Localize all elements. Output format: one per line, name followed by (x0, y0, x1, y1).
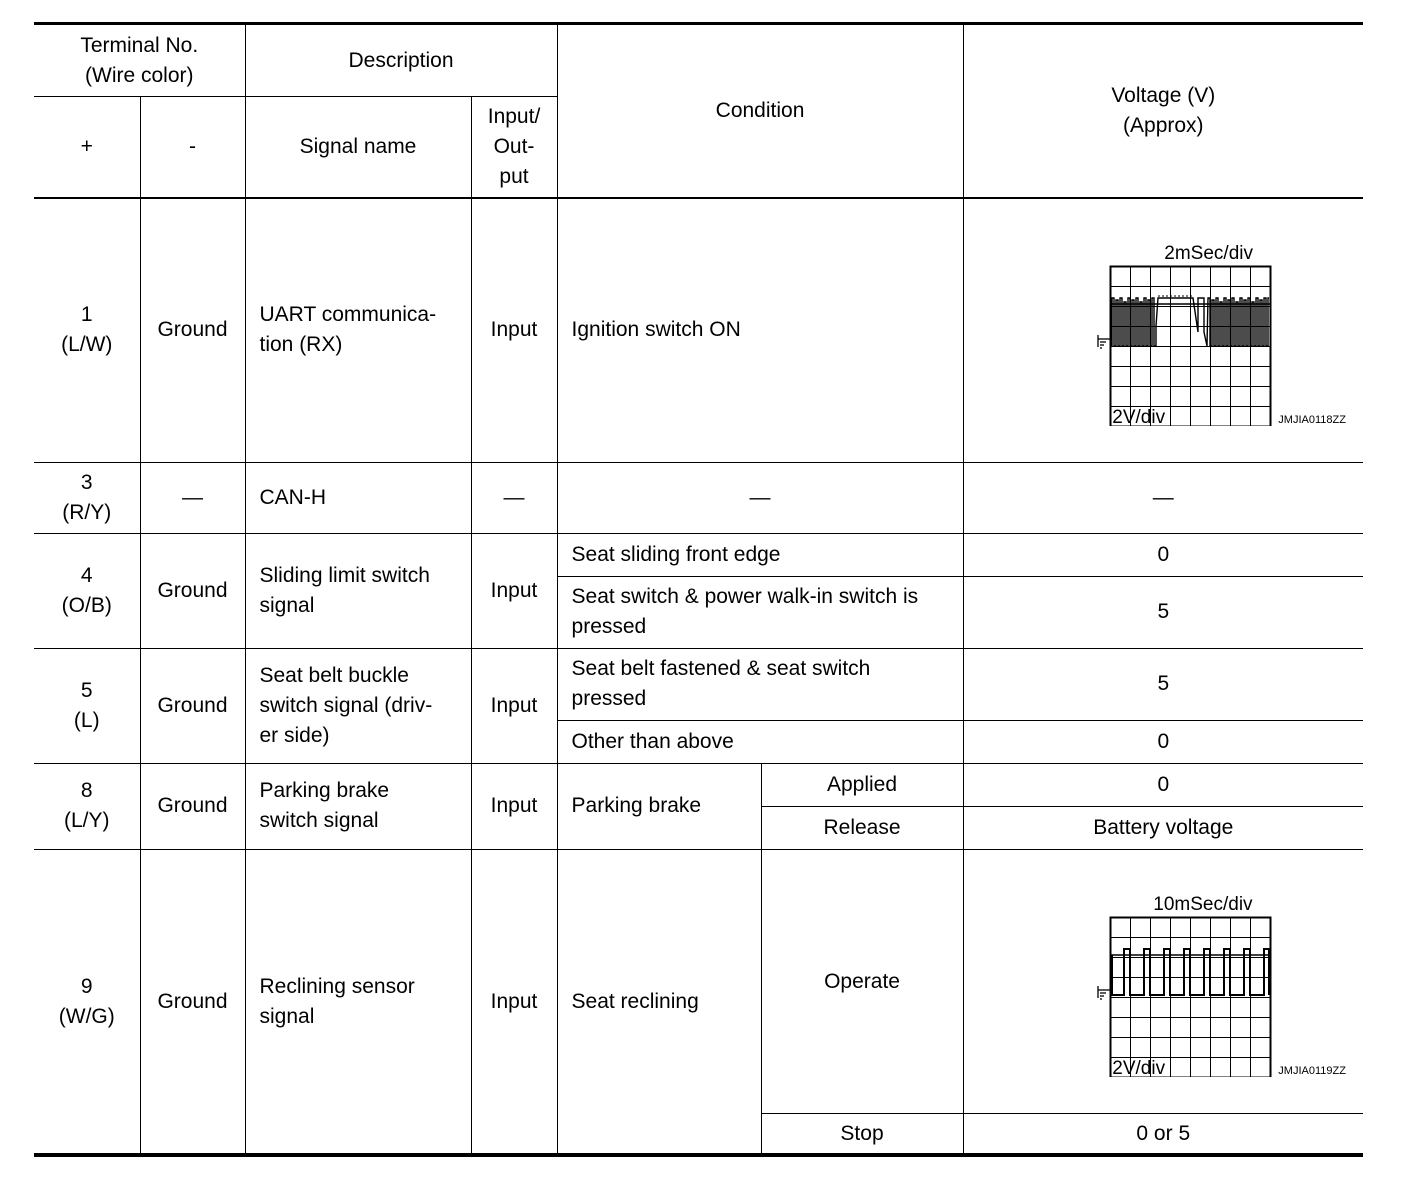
terminal-cell (34, 462, 140, 533)
signal-name-cell (245, 763, 471, 849)
condition-line: Seat belt fastened & seat switch (571, 657, 871, 681)
header-terminal-no: Terminal No. (80, 33, 199, 57)
state-cell: Stop (761, 1114, 963, 1155)
voltage-cell: 0 (963, 533, 1363, 576)
terminal-number: 9 (80, 974, 93, 998)
io-cell: Input (471, 198, 557, 462)
waveform-graph (1018, 226, 1308, 426)
signal-name-line: UART communica- (259, 303, 437, 327)
header-io-line: Input/ (487, 104, 541, 128)
terminal-cell (34, 850, 140, 1155)
condition-line: pressed (571, 615, 647, 639)
oscilloscope-waveform (1018, 226, 1346, 428)
header-condition (557, 24, 963, 198)
io-cell: Input (471, 533, 557, 648)
wire-color: (L/W) (61, 333, 113, 357)
wire-color: (L) (73, 708, 100, 732)
condition-line: Seat switch & power walk-in switch is (571, 585, 919, 609)
state-cell: Operate (761, 850, 963, 1114)
time-division-label: 2mSec/div (1164, 242, 1253, 264)
condition-cell: Other than above (557, 720, 963, 763)
signal-name-line: Parking brake (259, 779, 390, 803)
signal-name-line: switch signal (259, 809, 379, 833)
header-input-output (471, 97, 557, 198)
condition-cell: Parking brake (557, 763, 761, 849)
io-cell: — (471, 462, 557, 533)
state-cell: Release (761, 806, 963, 849)
waveform-graph (1018, 877, 1308, 1080)
header-signal-name: Signal name (245, 97, 471, 198)
time-division-label: 10mSec/div (1153, 894, 1253, 916)
wire-color: (L/Y) (63, 809, 110, 833)
voltage-cell: 0 (963, 720, 1363, 763)
wire-color: (R/Y) (62, 500, 112, 524)
terminal-cell (34, 648, 140, 763)
minus-cell: Ground (140, 533, 245, 648)
header-wire-color: (Wire color) (85, 63, 194, 87)
header-description (245, 24, 557, 97)
voltage-division-label: 2V/div (1112, 406, 1166, 428)
header-description-label: Description (348, 48, 454, 72)
signal-name-line: er side) (259, 723, 330, 747)
signal-name-line: signal (259, 1004, 315, 1028)
table-row (34, 533, 1363, 576)
condition-cell: Ignition switch ON (557, 198, 963, 462)
signal-name-line: tion (RX) (259, 333, 343, 357)
signal-name-cell (245, 850, 471, 1155)
condition-cell: — (557, 462, 963, 533)
table-row (34, 648, 1363, 720)
signal-name-line: switch signal (driv- (259, 693, 433, 717)
signal-name-cell (245, 198, 471, 462)
header-minus: - (140, 97, 245, 198)
voltage-waveform-cell (963, 198, 1363, 462)
minus-cell: Ground (140, 850, 245, 1155)
wire-color: (O/B) (61, 593, 112, 617)
header-condition-label: Condition (715, 98, 805, 122)
voltage-cell: 5 (963, 648, 1363, 720)
terminal-cell (34, 763, 140, 849)
condition-cell: Seat reclining (557, 850, 761, 1155)
signal-name-line: Sliding limit switch (259, 563, 430, 587)
io-cell: Input (471, 763, 557, 849)
table-row (34, 763, 1363, 806)
minus-cell: Ground (140, 648, 245, 763)
minus-cell: — (140, 462, 245, 533)
header-plus: + (34, 97, 140, 198)
signal-name-cell (245, 648, 471, 763)
figure-code: JMJIA0119ZZ (1278, 1065, 1346, 1078)
voltage-cell: 0 (963, 763, 1363, 806)
header-voltage-approx: (Approx) (1123, 113, 1204, 137)
terminal-number: 4 (80, 563, 93, 587)
voltage-cell: Battery voltage (963, 806, 1363, 849)
figure-code: JMJIA0118ZZ (1278, 413, 1346, 426)
condition-cell: Seat sliding front edge (557, 533, 963, 576)
wire-color: (W/G) (58, 1004, 115, 1028)
terminal-number: 8 (80, 779, 93, 803)
voltage-division-label: 2V/div (1112, 1058, 1166, 1080)
terminal-table (34, 22, 1363, 1157)
terminal-cell (34, 198, 140, 462)
voltage-cell: — (963, 462, 1363, 533)
signal-name-cell: CAN-H (245, 462, 471, 533)
header-io-line: Out- (493, 134, 535, 158)
oscilloscope-waveform (1018, 877, 1346, 1080)
table-row (34, 462, 1363, 533)
header-voltage (963, 24, 1363, 198)
signal-name-line: signal (259, 593, 315, 617)
terminal-cell (34, 533, 140, 648)
terminal-number: 5 (80, 678, 93, 702)
condition-line: pressed (571, 687, 647, 711)
io-cell: Input (471, 850, 557, 1155)
condition-cell (557, 576, 963, 648)
signal-name-line: Reclining sensor (259, 974, 415, 998)
signal-name-line: Seat belt buckle (259, 663, 409, 687)
header-io-line: put (499, 164, 529, 188)
signal-name-cell (245, 533, 471, 648)
minus-cell: Ground (140, 763, 245, 849)
table-row (34, 850, 1363, 1114)
voltage-cell: 0 or 5 (963, 1114, 1363, 1155)
voltage-waveform-cell (963, 850, 1363, 1114)
minus-cell: Ground (140, 198, 245, 462)
terminal-number: 1 (80, 303, 93, 327)
table-row (34, 198, 1363, 462)
state-cell: Applied (761, 763, 963, 806)
header-voltage-label: Voltage (V) (1111, 83, 1216, 107)
io-cell: Input (471, 648, 557, 763)
condition-cell (557, 648, 963, 720)
ground-symbol (1098, 335, 1110, 348)
voltage-cell: 5 (963, 576, 1363, 648)
header-terminal-cell (34, 24, 245, 97)
terminal-number: 3 (80, 470, 93, 494)
ground-symbol (1098, 986, 1110, 999)
